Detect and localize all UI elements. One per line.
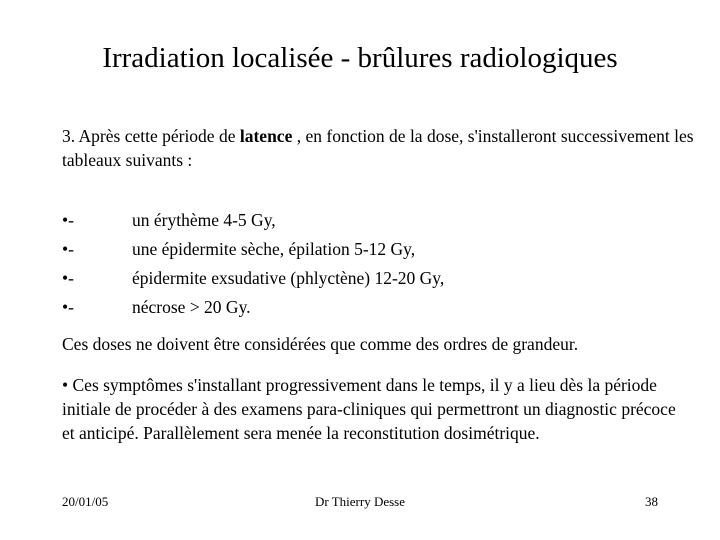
- footer-author: Dr Thierry Desse: [314, 494, 405, 509]
- intro-text-before: 3. Après cette période de: [62, 126, 240, 146]
- bullet-text: nécrose > 20 Gy.: [132, 297, 251, 317]
- footer-date: 20/01/05: [62, 494, 109, 509]
- bullet-mark: •-: [62, 268, 74, 288]
- bullet-list: [62, 206, 682, 322]
- intro-text-after: , en fonction de la dose, s'installeront successivement les tableaux suivants :: [62, 126, 694, 170]
- slide-title: Irradiation localisée - brûlures radiologiques: [102, 42, 618, 74]
- list-item: [62, 264, 682, 293]
- list-item: [62, 206, 682, 235]
- bullet-mark: •-: [62, 210, 74, 230]
- intro-paragraph: [62, 124, 702, 172]
- bullet-text: un érythème 4-5 Gy,: [132, 210, 276, 230]
- list-item: [62, 293, 682, 322]
- footer-page-number: 38: [645, 494, 658, 509]
- bullet-mark: •-: [62, 239, 74, 259]
- dose-note: Ces doses ne doivent être considérées que comme des ordres de grandeur.: [62, 334, 579, 354]
- bullet-mark: •-: [62, 297, 74, 317]
- intro-bold-term: latence: [239, 126, 297, 146]
- bullet-text: une épidermite sèche, épilation 5-12 Gy,: [132, 239, 416, 259]
- symptoms-paragraph: • Ces symptômes s'installant progressivement dans le temps, il y a lieu dès la période initiale de procéder à des examens para-cliniques qui permettront un diagnostic précoce et anticipé. Parallèlement sera menée la reconstitution dosimétrique.: [62, 375, 676, 443]
- list-item: [62, 235, 682, 264]
- bullet-text: épidermite exsudative (phlyctène) 12-20 Gy,: [132, 268, 445, 288]
